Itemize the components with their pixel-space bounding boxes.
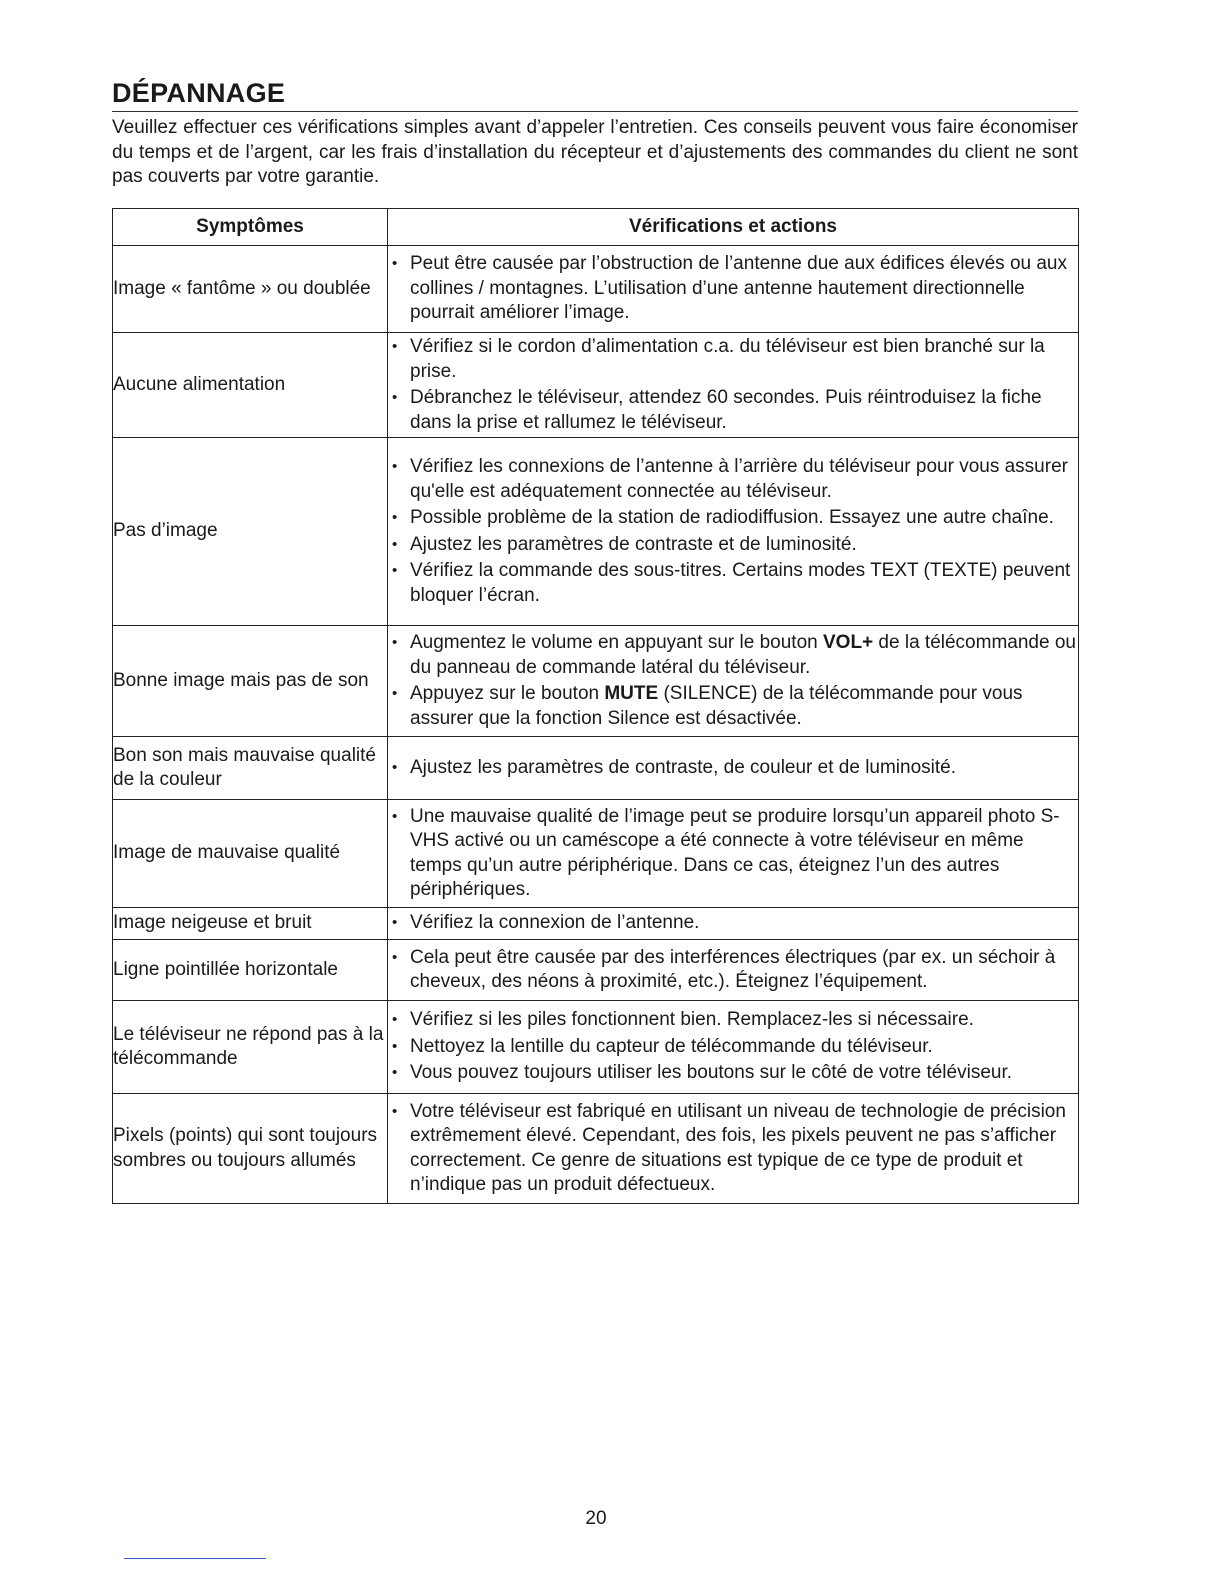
page-number: 20 [585,1508,607,1529]
actions-cell [388,626,1079,737]
table-row [113,333,1079,438]
action-item: • Peut être causée par l’obstruction de l’antenne due aux édifices élevés ou aux collines / montagnes. L’utilisation d’une antenne hautement directionnelle pourrait améliorer l’image. [388,252,1078,326]
mute-label: MUTE [604,683,659,704]
action-item: • Ajustez les paramètres de contraste, de couleur et de luminosité. [388,756,1078,781]
table-row [113,1001,1079,1094]
table-row [113,737,1079,800]
action-item: • Vérifiez la connexion de l’antenne. [388,911,1078,936]
symptom-cell: Pas d’image [113,438,388,626]
actions-cell [388,438,1079,626]
symptom-cell: Aucune alimentation [113,333,388,438]
actions-cell [388,333,1079,438]
actions-cell [388,1001,1079,1094]
table-row [113,908,1079,940]
symptom-cell: Image « fantôme » ou doublée [113,246,388,333]
actions-cell [388,800,1079,908]
action-item: • Votre téléviseur est fabriqué en utilisant un niveau de technologie de précision extrêmement élevé. Cependant, des fois, les pixels peuvent ne pas s’afficher correctement. Ce genre de situations est typique de ce type de produit et n’indique pas un produit défectueux. [388,1100,1078,1198]
action-item: • Possible problème de la station de radiodiffusion. Essayez une autre chaîne. [388,506,1078,531]
footer-rule [124,1558,266,1559]
actions-cell [388,737,1079,800]
action-item: • Nettoyez la lentille du capteur de télécommande du téléviseur. [388,1035,1078,1060]
table-row [113,1094,1079,1204]
vol-plus-label: VOL+ [823,632,874,653]
table-row [113,246,1079,333]
symptom-cell: Ligne pointillée horizontale [113,940,388,1001]
symptom-cell: Le téléviseur ne répond pas à la télécommande [113,1001,388,1094]
table-header-row [113,209,1079,246]
action-item: • Cela peut être causée par des interférences électriques (par ex. un séchoir à cheveux, des néons à proximité, etc.). Éteignez l’équipement. [388,946,1078,995]
actions-cell [388,940,1079,1001]
actions-cell [388,1094,1079,1204]
table-row [113,940,1079,1001]
action-item-volume: • Augmentez le volume en appuyant sur le bouton VOL+ de la télécommande ou du panneau de commande latéral du téléviseur. [388,631,1078,680]
action-item: • Vérifiez les connexions de l’antenne à l’arrière du téléviseur pour vous assurer qu'elle est adéquatement connectée au téléviseur. [388,455,1078,504]
table-row [113,800,1079,908]
symptom-cell: Image de mauvaise qualité [113,800,388,908]
action-item: • Vérifiez si le cordon d’alimentation c.a. du téléviseur est bien branché sur la prise. [388,335,1078,384]
actions-cell [388,246,1079,333]
table-row [113,626,1079,737]
action-item: • Vérifiez si les piles fonctionnent bien. Remplacez-les si nécessaire. [388,1008,1078,1033]
symptom-cell: Bonne image mais pas de son [113,626,388,737]
action-item-mute: • Appuyez sur le bouton MUTE (SILENCE) de la télécommande pour vous assurer que la fonction Silence est désactivée. [388,682,1078,731]
actions-cell [388,908,1079,940]
action-item: • Une mauvaise qualité de l’image peut se produire lorsqu’un appareil photo S-VHS activé ou un caméscope a été connecte à votre téléviseur en même temps qu’un autre périphérique. Dans ce cas, éteignez l’un des autres périphériques. [388,805,1078,903]
action-item: • Vérifiez la commande des sous-titres. Certains modes TEXT (TEXTE) peuvent bloquer l’écran. [388,559,1078,608]
table-row [113,438,1079,626]
action-item: • Vous pouvez toujours utiliser les boutons sur le côté de votre téléviseur. [388,1061,1078,1086]
intro-paragraph: Veuillez effectuer ces vérifications simples avant d’appeler l’entretien. Ces conseils peuvent vous faire économiser du temps et de l’argent, car les frais d’installation du récepteur et d’ajustements des commandes du client ne sont pas couverts par votre garantie. [112,117,1078,187]
header-symptoms: Symptômes [113,209,388,246]
troubleshooting-table [112,208,1079,1204]
page-title: DÉPANNAGE [112,78,1078,112]
action-item: • Débranchez le téléviseur, attendez 60 secondes. Puis réintroduisez la fiche dans la prise et rallumez le téléviseur. [388,386,1078,435]
header-actions: Vérifications et actions [388,209,1079,246]
action-item: • Ajustez les paramètres de contraste et de luminosité. [388,533,1078,558]
symptom-cell: Pixels (points) qui sont toujours sombres ou toujours allumés [113,1094,388,1204]
symptom-cell: Bon son mais mauvaise qualité de la couleur [113,737,388,800]
symptom-cell: Image neigeuse et bruit [113,908,388,940]
